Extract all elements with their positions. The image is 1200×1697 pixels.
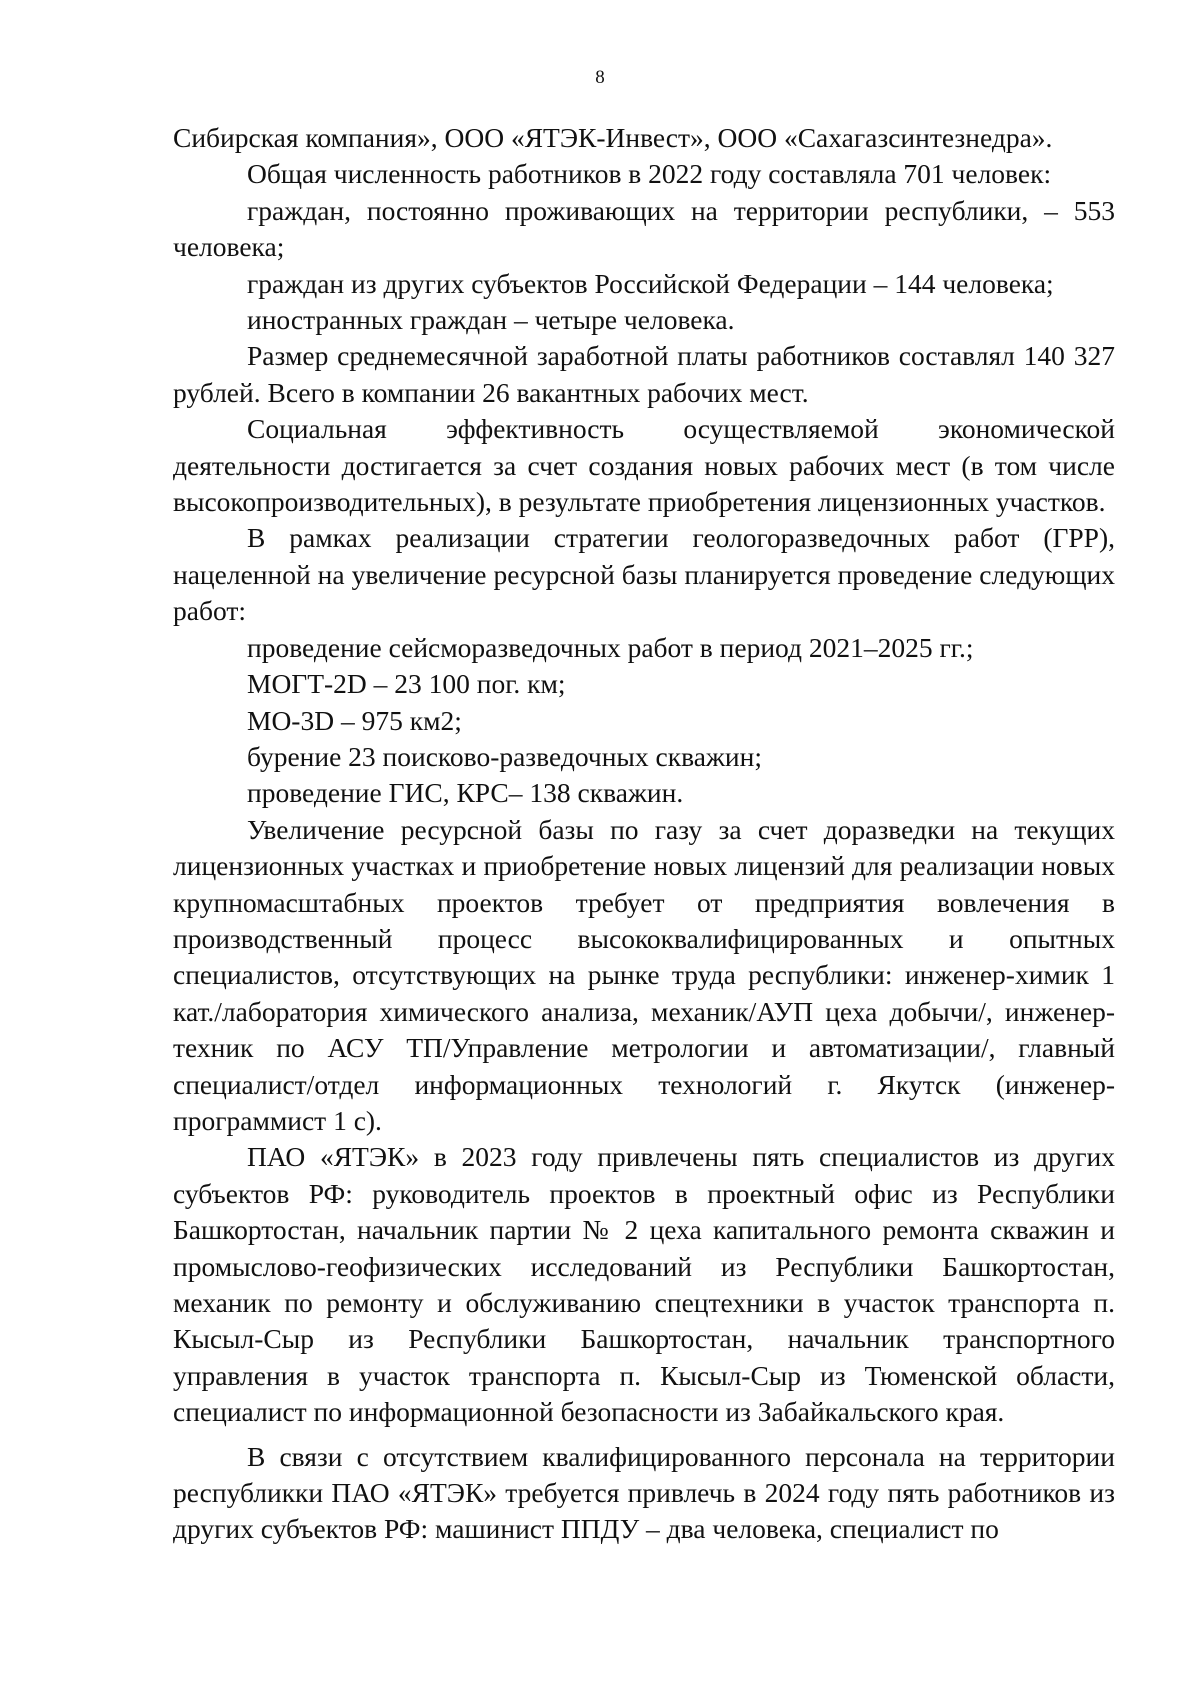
paragraph-4: граждан из других субъектов Российской Федерации – 144 человека; (247, 267, 1054, 299)
paragraph-13: проведение ГИС, КРС– 138 скважин. (247, 777, 684, 809)
paragraph-2: Общая численность работников в 2022 году составляла 701 человек: (247, 158, 1052, 190)
paragraph-10: МОГТ-2D – 23 100 пог. км; (247, 668, 566, 700)
paragraph-12: бурение 23 поисково-разведочных скважин; (247, 740, 762, 772)
page-number: 8 (595, 67, 605, 88)
paragraph-3: граждан, постоянно проживающих на территории республики, – 553 человека; (173, 194, 1115, 263)
paragraph-7: Социальная эффективность осуществляемой экономической деятельности достигается за счет создания новых рабочих мест (в том числе высокопроизводительных), в результате приобретения лицензионных участков. (173, 413, 1115, 518)
paragraph-15: ПАО «ЯТЭК» в 2023 году привлечены пять специалистов из других субъектов РФ: руководитель проектов в проектный офис из Республики Башкортостан, начальник партии № 2 цеха капитального ремонта скважин и промыслово-геофизических исследований из Республики Башкортостан, механик по ремонту и обслуживанию спецтехники в участок транспорта п. Кысыл-Сыр из Республики Башкортостан, начальник транспортного управления в участок транспорта п. Кысыл-Сыр из Тюменской области, специалист по информационной безопасности из Забайкальского края. (173, 1141, 1115, 1428)
paragraph-9: проведение сейсморазведочных работ в период 2021–2025 гг.; (247, 631, 974, 663)
paragraph-6: Размер среднемесячной заработной платы работников составлял 140 327 рублей. Всего в компании 26 вакантных рабочих мест. (173, 340, 1115, 408)
paragraph-8: В рамках реализации стратегии геологоразведочных работ (ГРР), нацеленной на увеличение ресурсной базы планируется проведение следующих работ: (173, 522, 1115, 627)
paragraph-5: иностранных граждан – четыре человека. (247, 304, 735, 336)
document-body (173, 120, 1115, 1548)
paragraph-14: Увеличение ресурсной базы по газу за счет доразведки на текущих лицензионных участках и приобретение новых лицензий для реализации новых крупномасштабных проектов требует от предприятия вовлечения в производственный процесс высококвалифицированных и опытных специалистов, отсутствующих на рынке труда республики: инженер-химик 1 кат./лаборатория химического анализа, механик/АУП цеха добычи/, инженер-техник по АСУ ТП/Управление метрологии и автоматизации/, главный специалист/отдел информационных технологий г. Якутск (инженер-программист 1 с). (173, 813, 1115, 1136)
paragraph-1: Сибирская компания», ООО «ЯТЭК-Инвест», ООО «Сахагазсинтезнедра». (173, 122, 1053, 153)
paragraph-16: В связи с отсутствием квалифицированного персонала на территории республикки ПАО «ЯТЭК» требуется привлечь в 2024 году пять работников из других субъектов РФ: машинист ППДУ – два человека, специалист по (173, 1440, 1115, 1545)
paragraph-11: МО-3D – 975 км2; (247, 704, 462, 736)
